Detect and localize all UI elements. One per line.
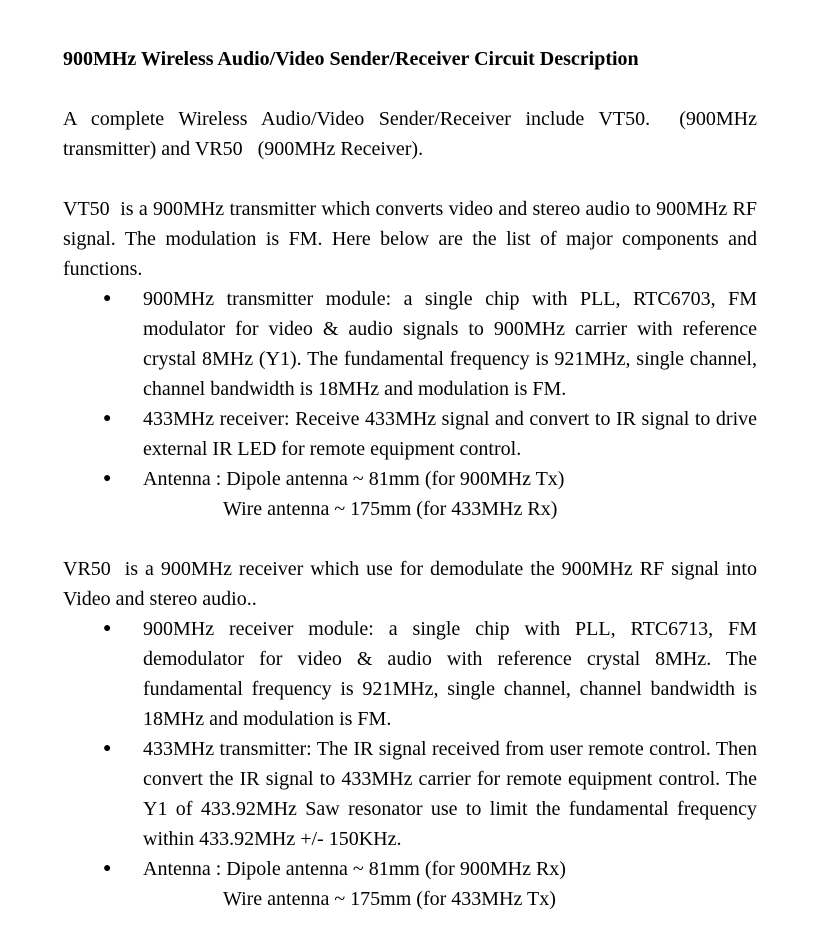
list-item-vt50-antenna <box>63 464 757 524</box>
list-item-vr50-433mhz-transmitter <box>63 734 757 854</box>
intro-paragraph: A complete Wireless Audio/Video Sender/Receiver include VT50. (900MHz transmitter) and VR50 (900MHz Receiver). <box>63 108 757 160</box>
bullet-icon: ● <box>103 411 112 426</box>
bullet-icon: ● <box>103 471 112 486</box>
bullet-icon: ● <box>103 741 112 756</box>
bullet-subtext: Wire antenna ~ 175mm (for 433MHz Tx) <box>223 888 556 910</box>
vt50-bullet-list <box>63 284 757 524</box>
vr50-description-paragraph: VR50 is a 900MHz receiver which use for demodulate the 900MHz RF signal into Video and stereo audio.. <box>63 558 757 610</box>
list-item-vr50-receiver-module <box>63 614 757 734</box>
bullet-text: 900MHz receiver module: a single chip with PLL, RTC6713, FM demodulator for video & audio with reference crystal 8MHz. The fundamental frequency is 921MHz, single channel, channel bandwidth is 18MHz and modulation is FM. <box>143 618 757 730</box>
list-item-vt50-433mhz-receiver <box>63 404 757 464</box>
bullet-body <box>143 854 757 914</box>
list-item-vt50-transmitter-module <box>63 284 757 404</box>
vt50-description-paragraph: VT50 is a 900MHz transmitter which converts video and stereo audio to 900MHz RF signal. The modulation is FM. Here below are the list of major components and functions. <box>63 198 757 280</box>
bullet-body <box>143 464 757 524</box>
document-title: 900MHz Wireless Audio/Video Sender/Receiver Circuit Description <box>63 48 639 70</box>
list-item-vr50-antenna <box>63 854 757 914</box>
bullet-text: 433MHz receiver: Receive 433MHz signal and convert to IR signal to drive external IR LED for remote equipment control. <box>143 408 757 460</box>
bullet-text: 433MHz transmitter: The IR signal received from user remote control. Then convert the IR signal to 433MHz carrier for remote equipment control. The Y1 of 433.92MHz Saw resonator use to limit the fundamental frequency within 433.92MHz +/- 150KHz. <box>143 738 757 850</box>
bullet-icon: ● <box>103 861 112 876</box>
bullet-text: 900MHz transmitter module: a single chip with PLL, RTC6703, FM modulator for video & audio signals to 900MHz carrier with reference crystal 8MHz (Y1). The fundamental frequency is 921MHz, single channel, channel bandwidth is 18MHz and modulation is FM. <box>143 288 757 400</box>
bullet-icon: ● <box>103 291 112 306</box>
bullet-icon: ● <box>103 621 112 636</box>
bullet-text: Antenna : Dipole antenna ~ 81mm (for 900MHz Tx) <box>143 468 565 490</box>
bullet-subtext: Wire antenna ~ 175mm (for 433MHz Rx) <box>223 498 558 520</box>
vr50-bullet-list <box>63 614 757 914</box>
bullet-text: Antenna : Dipole antenna ~ 81mm (for 900MHz Rx) <box>143 858 566 880</box>
